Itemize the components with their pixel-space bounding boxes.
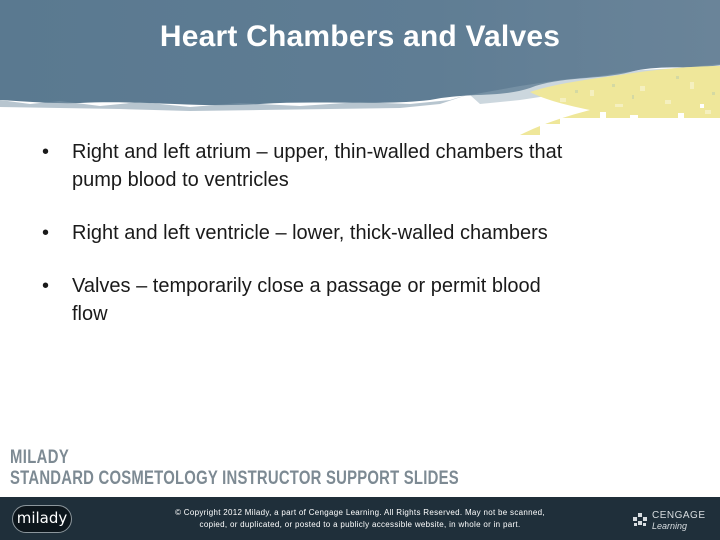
bullet-dot-icon: •: [42, 275, 50, 297]
bullet-dot-icon: •: [42, 141, 50, 163]
brand-title: MILADY: [10, 447, 70, 468]
bullet-line: pump blood to ventricles: [72, 169, 289, 191]
bullet-item: [40, 219, 680, 247]
cengage-logo-icon: [632, 511, 650, 529]
bullet-line: Valves – temporarily close a passage or permit blood: [72, 275, 541, 297]
copyright-notice: [150, 507, 570, 531]
publisher-name: CENGAGE: [652, 510, 706, 521]
bullet-line: Right and left ventricle – lower, thick-walled chambers: [72, 222, 548, 244]
copyright-line: copied, or duplicated, or posted to a publicly accessible website, in whole or in part.: [199, 520, 521, 529]
bullet-line: flow: [72, 303, 108, 325]
milady-logo: milady: [12, 505, 72, 533]
slide-title: Heart Chambers and Valves: [159, 20, 561, 53]
cengage-logo: [632, 508, 712, 534]
copyright-line: © Copyright 2012 Milady, a part of Cengage Learning. All Rights Reserved. May not be scanned,: [175, 508, 545, 517]
bullet-dot-icon: •: [42, 222, 50, 244]
bullet-item: [40, 138, 680, 194]
publisher-sub: Learning: [652, 521, 688, 531]
bullet-line: Right and left atrium – upper, thin-walled chambers that: [72, 141, 563, 163]
brand-subtitle: STANDARD COSMETOLOGY INSTRUCTOR SUPPORT SLIDES: [10, 468, 459, 489]
header-band: [0, 0, 720, 135]
bullet-list: [40, 138, 680, 328]
bullet-item: [40, 272, 680, 328]
